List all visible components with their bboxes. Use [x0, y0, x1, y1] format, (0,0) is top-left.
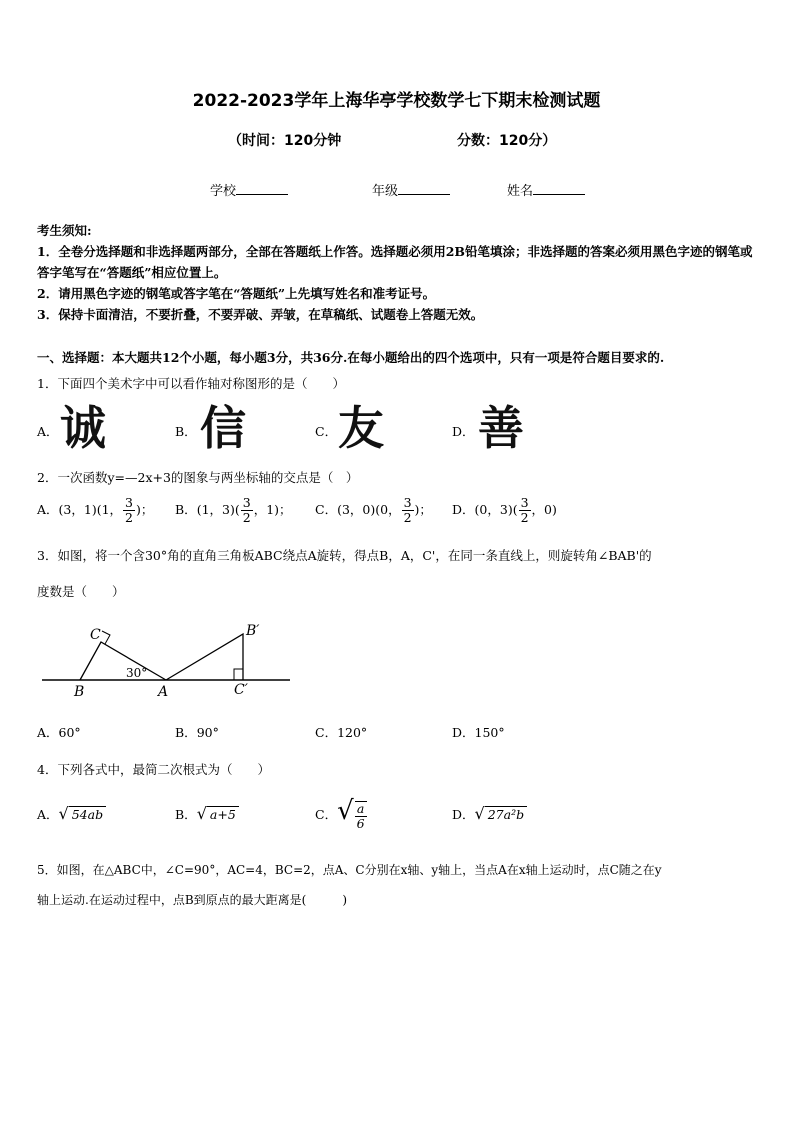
- label-a: A: [158, 684, 169, 700]
- notice-block: [37, 220, 759, 325]
- sqrt-a-over-6: √ $\frac{a}{6}$: [337, 796, 365, 831]
- q2-a-post: )；: [135, 502, 154, 517]
- q5-stem-line1: 5．如图，在△ABC中，∠C=90°，AC=4，BC=2，点A、C分别在x轴、y轴上，当点A在x轴上运动时，点C随之在y: [37, 863, 662, 877]
- q1-option-b-char: 信: [200, 401, 246, 455]
- q3-option-b[interactable]: B．90°: [175, 725, 219, 740]
- label-b-prime: B′: [246, 623, 260, 639]
- exam-title: 2022-2023学年上海华亭学校数学七下期末检测试题: [192, 91, 601, 111]
- q3-option-a[interactable]: A．60°: [37, 725, 81, 740]
- exam-time: （时间：120分钟: [228, 133, 342, 149]
- q2-c-fraction: $\frac{3}{2}$: [403, 495, 412, 525]
- q1-option-b-letter[interactable]: B．: [175, 424, 197, 439]
- label-30-degrees: 30°: [126, 666, 148, 680]
- sqrt-27a2b: √ 27a²b: [475, 804, 528, 823]
- q1-option-a-letter[interactable]: A．: [37, 424, 59, 439]
- q4-option-b[interactable]: B．√ a+5: [175, 804, 239, 823]
- label-b: B: [74, 684, 85, 700]
- label-c: C: [90, 627, 101, 643]
- q1-option-d-char: 善: [478, 401, 524, 455]
- q2-c-letter: C．: [315, 502, 338, 517]
- school-blank[interactable]: [236, 182, 288, 195]
- q4-stem: 4．下列各式中，最简二次根式为（ ）: [37, 762, 270, 777]
- section-heading: 一、选择题：本大题共12个小题，每小题3分，共36分.在每小题给出的四个选项中，只有一项是符合题目要求的.: [37, 350, 665, 365]
- sqrt-54ab: √ 54ab: [59, 804, 107, 823]
- q2-c-post: )；: [414, 502, 432, 517]
- name-blank[interactable]: [533, 182, 585, 195]
- notice-item-2: 2．请用黑色字迹的钢笔或答字笔在“答题纸”上先填写姓名和准考证号。: [37, 286, 436, 301]
- triangle-abc: [80, 642, 166, 680]
- q5-stem-line2: 轴上运动.在运动过程中，点B到原点的最大距离是( ): [37, 893, 347, 907]
- school-field: [210, 180, 288, 199]
- notice-item-1: 1．全卷分选择题和非选择题两部分，全部在答题纸上作答。选择题必须用2B铅笔填涂；非选择题的答案必须用黑色字迹的钢笔或答字笔写在“答题纸”相应位置上。: [37, 244, 753, 280]
- q3-option-c[interactable]: C．120°: [315, 725, 368, 740]
- q3-option-d[interactable]: D．150°: [452, 725, 505, 740]
- q1-option-a-char: 诚: [60, 401, 106, 455]
- name-label: 姓名: [507, 184, 534, 199]
- q1-option-c-letter[interactable]: C．: [315, 424, 338, 439]
- q2-c-pre: (3，0)(0，: [337, 502, 401, 517]
- q2-b-pre: (1，3)(: [196, 502, 240, 517]
- q2-option-b[interactable]: [175, 496, 292, 525]
- q2-b-fraction: $\frac{3}{2}$: [242, 495, 251, 525]
- triangle-ab-c-prime: [166, 634, 243, 680]
- name-field: [507, 180, 585, 199]
- q4-option-d[interactable]: D．√ 27a²b: [452, 804, 527, 823]
- q3-figure: [38, 612, 298, 702]
- right-angle-c-prime-mark: [234, 669, 243, 680]
- q2-option-c[interactable]: [315, 496, 432, 525]
- grade-blank[interactable]: [398, 182, 450, 195]
- q1-option-d-letter[interactable]: D．: [452, 424, 475, 439]
- school-label: 学校: [210, 184, 237, 199]
- notice-item-3: 3．保持卡面清洁，不要折叠，不要弄破、弄皱，在草稿纸、试题卷上答题无效。: [37, 307, 484, 322]
- q2-a-fraction: $\frac{3}{2}$: [125, 495, 133, 525]
- q1-stem: 1．下面四个美术字中可以看作轴对称图形的是（ ）: [37, 376, 345, 391]
- q2-option-a[interactable]: [37, 496, 153, 525]
- q2-d-letter: D．: [452, 502, 475, 517]
- grade-field: [372, 180, 450, 199]
- q2-d-pre: (0，3)(: [474, 502, 518, 517]
- q3-stem-line1: 3．如图，将一个含30°角的直角三角板ABC绕点A旋转，得点B，A，C'，在同一条直线上，则旋转角∠BAB'的: [37, 548, 652, 563]
- q2-d-fraction: $\frac{3}{2}$: [520, 495, 529, 525]
- label-c-prime: C′: [234, 682, 248, 698]
- q2-b-post: ，1)；: [253, 502, 292, 517]
- right-angle-c-mark: [102, 631, 110, 644]
- q2-b-letter: B．: [175, 502, 197, 517]
- q2-d-post: ，0): [531, 502, 557, 517]
- q4-option-c[interactable]: C．√ $\frac{a}{6}$: [315, 796, 368, 831]
- q2-a-letter: A．: [37, 502, 59, 517]
- q3-stem-line2: 度数是（ ）: [37, 584, 125, 599]
- grade-label: 年级: [372, 184, 399, 199]
- q2-a-pre: (3，1)(1，: [58, 502, 123, 517]
- q2-option-d[interactable]: [452, 496, 557, 525]
- notice-heading: 考生须知:: [37, 223, 92, 238]
- exam-score: 分数：120分）: [457, 133, 557, 149]
- q1-option-c-char: 友: [338, 401, 384, 455]
- q2-stem: 2．一次函数y=—2x+3的图象与两坐标轴的交点是（ ）: [37, 470, 359, 485]
- q4-option-a[interactable]: A．√ 54ab: [37, 804, 106, 823]
- sqrt-a-plus-5: √ a+5: [197, 804, 239, 823]
